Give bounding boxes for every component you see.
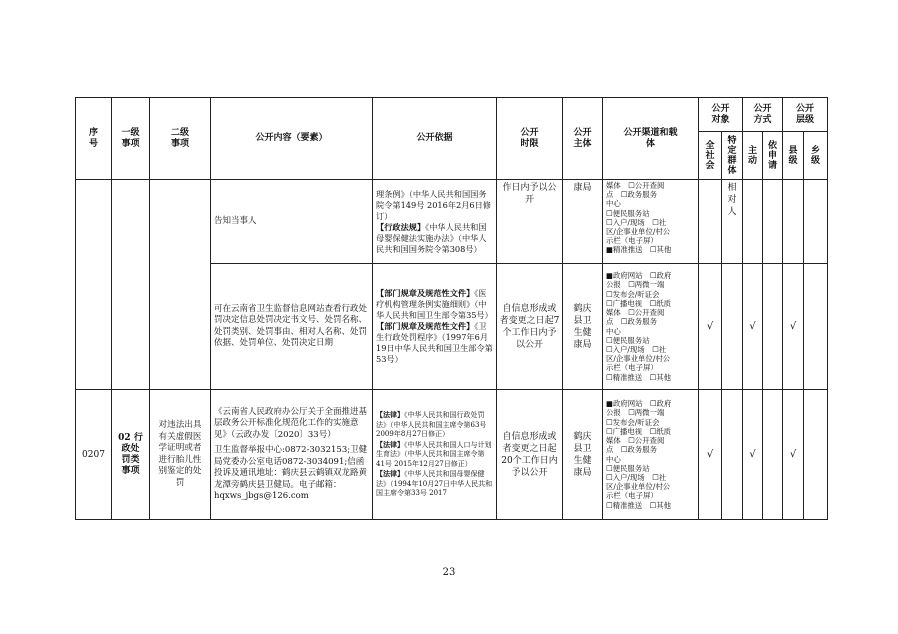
row3-level-county: √ — [783, 390, 804, 520]
basis-tag: 【法律】 — [376, 469, 404, 479]
channel-line: 媒体 ☐公开查阅 — [606, 181, 665, 190]
row1-basis-item — [376, 222, 493, 255]
channel-line: 公报 ☐两微一端 — [606, 280, 665, 290]
row2-target-specific — [722, 264, 743, 390]
header-channels — [603, 98, 699, 180]
row3-basis-item — [376, 410, 493, 440]
row1-subject: 康局 — [563, 180, 603, 264]
row2-subject-text: 鹤庆县卫生健康局 — [573, 303, 592, 350]
basis-text: 理条例》（中华人民共和国国务院令第149号 2016年2月6日修订） — [376, 188, 491, 221]
row3-basis-item — [376, 469, 493, 499]
channel-line: 中心 — [606, 199, 621, 209]
row2-method-active: √ — [743, 264, 763, 390]
row1-channels — [603, 180, 699, 264]
header-method-apply — [763, 132, 783, 180]
channel-line: 区/企事业单位/村公 — [606, 482, 671, 492]
channel-line: ■政府网站 ☐政府 — [606, 271, 672, 281]
row2-basis-item — [376, 321, 493, 365]
row1-method-apply — [763, 180, 783, 264]
row1-target-all — [699, 180, 722, 264]
row3-channels — [603, 390, 699, 520]
row2-time-limit: 自信息形成或者变更之日起7个工作日内予以公开 — [497, 264, 563, 390]
basis-tag: 【法律】 — [376, 439, 404, 449]
basis-text: 《医疗机构管理条例实施细则》（中华人民共和国卫生部令第35号） — [376, 288, 493, 320]
channel-line: ☐广播电视 ☐纸质 — [606, 426, 671, 436]
channel-line: 区/企事业单位/村公 — [606, 227, 671, 237]
header-time-limit-text: 公开时限 — [520, 127, 539, 149]
basis-text: 《中华人民共和国行政处罚法》（中华人民共和国主席令第63号 2009年8月27日修正） — [376, 411, 487, 439]
header-target-specific-text: 特定群体 — [727, 135, 737, 176]
row3-seq: 0207 — [76, 390, 112, 520]
header-level1-text: 一级事项 — [121, 127, 140, 149]
seq-cell-empty — [76, 180, 112, 390]
channel-line: ☐发布会/听证会 — [606, 417, 660, 427]
header-seq-text: 序号 — [88, 127, 98, 149]
header-target-all-text: 全社会 — [705, 140, 715, 171]
row1-method-active — [743, 180, 763, 264]
channel-line: ☐广播电视 ☐纸质 — [606, 298, 671, 308]
row2-subject — [563, 264, 603, 390]
header-subject — [563, 98, 603, 180]
header-method-group-text: 公开方式 — [753, 103, 772, 125]
channel-line: 点 ☐政务服务 — [606, 190, 657, 200]
row1-content: 告知当事人 — [211, 180, 373, 264]
header-target-group-text: 公开对象 — [711, 103, 730, 125]
basis-text: 《中华人民共和国人口与计划生育法》（中华人民共和国主席令第41号 2015年12月27日修正） — [376, 440, 492, 468]
header-method-group — [743, 98, 783, 132]
disclosure-table — [75, 97, 828, 520]
channel-line: 点 ☐政务服务 — [606, 317, 657, 327]
channel-line: ■政府网站 ☐政府 — [606, 399, 672, 409]
basis-text: 《中华人民共和国母婴保健法》（1994年10月27日中华人民共和国主席令第33号 2017 — [376, 470, 493, 498]
header-level-county-text: 县级 — [788, 145, 798, 166]
channel-line: 媒体 ☐公开查阅 — [606, 308, 665, 318]
row2-level-county: √ — [783, 264, 804, 390]
header-level-group — [783, 98, 828, 132]
row3-content-a: 《云南省人民政府办公厅关于全面推进基层政务公开标准化规范化工作的实施意见》（云政办发〔2020〕33号） — [214, 406, 368, 440]
header-level-county — [783, 132, 804, 180]
channel-line: 示栏（电子屏） — [606, 491, 658, 501]
row2-level-town — [804, 264, 828, 390]
row2-basis-item — [376, 288, 493, 321]
row3-time-limit: 自信息形成或者变更之日起20个工作日内予以公开 — [497, 390, 563, 520]
basis-tag: 【部门规章及规范性文件】 — [376, 321, 475, 331]
row3-level2 — [150, 390, 211, 520]
header-method-active — [743, 132, 763, 180]
header-level-town — [804, 132, 828, 180]
row1-target-specific — [722, 180, 743, 264]
row3-method-apply — [763, 390, 783, 520]
row3-level-town — [804, 390, 828, 520]
header-target-group — [699, 98, 743, 132]
row2-channels — [603, 264, 699, 390]
header-level1 — [112, 98, 150, 180]
row3-level2-text: 对违法出具有关虚假医学证明或者进行胎儿性别鉴定的处罚 — [158, 420, 202, 488]
row3-target-specific — [722, 390, 743, 520]
row1-level-county — [783, 180, 804, 264]
header-level2-text: 二级事项 — [170, 127, 189, 149]
basis-tag: 【法律】 — [376, 410, 404, 420]
row2-target-all: √ — [699, 264, 722, 390]
row2-content: 可在云南省卫生监督信息网站查看行政处罚决定信息处罚决定书文号、处罚名称、处罚类别、处罚事由、相对人名称、处罚依据、处罚单位、处罚决定日期 — [211, 264, 373, 390]
table-row — [76, 390, 828, 520]
header-content: 公开内容（要素） — [211, 98, 373, 180]
level2-cell-empty — [150, 180, 211, 390]
header-basis: 公开依据 — [373, 98, 497, 180]
channel-line: ☐便民服务站 — [606, 463, 650, 473]
header-level2 — [150, 98, 211, 180]
header-channels-text: 公开渠道和载体 — [623, 127, 678, 149]
table-row — [76, 180, 828, 264]
channel-line: ☐精准推送 ☐其他 — [606, 372, 671, 382]
row3-level1-text: 02 行政处罚类事项 — [118, 432, 143, 476]
row3-basis — [373, 390, 497, 520]
basis-tag: 【部门规章及规范性文件】 — [376, 288, 475, 298]
row3-basis-item — [376, 440, 493, 470]
basis-text: 《中华人民共和国母婴保健法实施办法》（中华人民共和国国务院令第308号） — [376, 221, 487, 254]
header-level-town-text: 乡级 — [810, 145, 820, 166]
channel-line: 中心 — [606, 454, 621, 464]
row3-subject — [563, 390, 603, 520]
channel-line: ☐入户/现场 ☐社 — [606, 344, 667, 354]
row3-level1 — [112, 390, 150, 520]
channel-line: 示栏（电子屏） — [606, 236, 658, 246]
row3-content-b: 卫生监督举报中心:0872-3032153;卫健局党委办公室电话0872-3034091;信函投诉及通讯地址：鹤庆县云鹤镇双龙路黄龙潭旁鹤庆县卫健局。电子邮箱：hqxws_jbgs@126.com — [214, 445, 368, 501]
row2-method-apply — [763, 264, 783, 390]
header-method-active-text: 主动 — [747, 145, 757, 166]
header-method-apply-text: 依申请 — [767, 140, 777, 171]
channel-line: ☐精准推送 ☐其他 — [606, 500, 671, 510]
channel-line: 示栏（电子屏） — [606, 363, 658, 373]
channel-line: 点 ☐政务服务 — [606, 445, 657, 455]
row1-basis-item — [376, 189, 493, 222]
row2-basis — [373, 264, 497, 390]
basis-text: 《卫生行政处罚程序》（1997年6月19日中华人民共和国卫生部令第53号） — [376, 321, 493, 364]
row1-target-specific-text: 相对人 — [727, 183, 737, 217]
channel-line: ☐便民服务站 — [606, 335, 650, 345]
header-target-specific — [722, 132, 743, 180]
row1-basis — [373, 180, 497, 264]
channel-line: 区/企事业单位/村公 — [606, 354, 671, 364]
row3-target-all: √ — [699, 390, 722, 520]
channel-line: ☐入户/现场 ☐社 — [606, 217, 667, 227]
channel-line: 媒体 ☐公开查阅 — [606, 436, 665, 446]
level1-cell-empty — [112, 180, 150, 390]
row1-level-town — [804, 180, 828, 264]
channel-line: ☐入户/现场 ☐社 — [606, 472, 667, 482]
channel-line: 中心 — [606, 326, 621, 336]
header-time-limit — [497, 98, 563, 180]
channel-line: ■精准推送 ☐其他 — [606, 245, 672, 255]
header-seq — [76, 98, 112, 180]
header-target-all — [699, 132, 722, 180]
header-level-group-text: 公开层级 — [795, 103, 814, 125]
row3-method-active: √ — [743, 390, 763, 520]
row3-content — [211, 390, 373, 520]
row3-subject-text: 鹤庆县卫生健康局 — [573, 431, 592, 478]
header-subject-text: 公开主体 — [573, 127, 592, 149]
channel-line: ☐便民服务站 — [606, 208, 650, 218]
channel-line: 公报 ☐两微一端 — [606, 408, 665, 418]
channel-line: ☐发布会/听证会 — [606, 289, 660, 299]
page-number: 23 — [442, 567, 456, 578]
row1-time-limit: 作日内予以公开 — [497, 180, 563, 264]
basis-tag: 【行政法规】 — [376, 221, 426, 232]
